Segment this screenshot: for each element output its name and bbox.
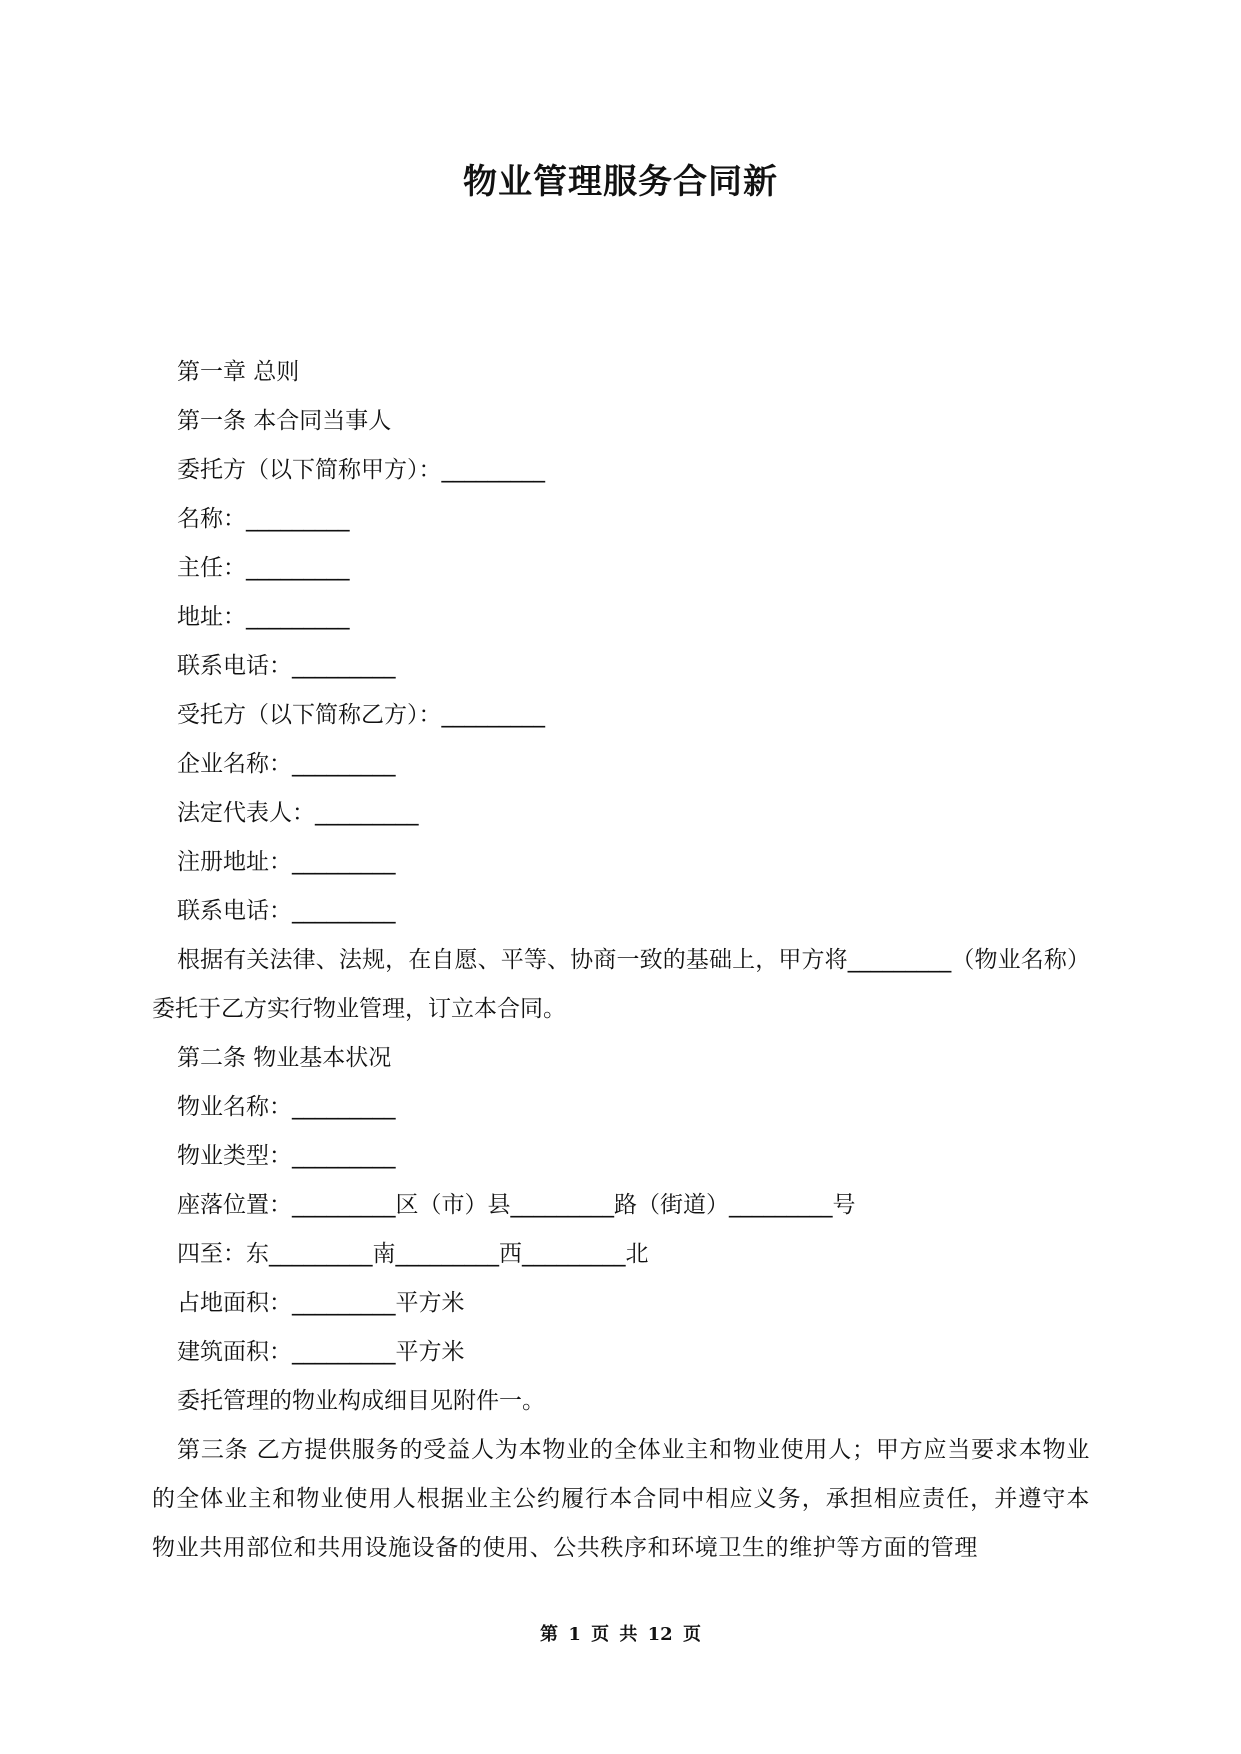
party-a-director-line: 主任：_________ [177, 555, 350, 581]
property-type-line: 物业类型：_________ [177, 1143, 396, 1169]
attachment-note-line: 委托管理的物业构成细目见附件一。 [177, 1388, 545, 1414]
party-a-line: 委托方（以下简称甲方）：_________ [177, 457, 545, 483]
document-title: 物业管理服务合同新 [463, 162, 778, 202]
land-area-line: 占地面积：_________平方米 [177, 1290, 465, 1316]
party-a-phone-line: 联系电话：_________ [177, 653, 396, 679]
party-b-line: 受托方（以下简称乙方）：_________ [177, 702, 545, 728]
party-b-company-line: 企业名称：_________ [177, 751, 396, 777]
page-number: 第 1 页 共 12 页 [540, 1624, 701, 1645]
article-three-paragraph: 第三条 乙方提供服务的受益人为本物业的全体业主和物业使用人；甲方应当要求本物业的全体业主和物业使用人根据业主公约履行本合同中相应义务，承担相应责任，并遵守本物业共用部位和共用设施设备的使用、公共秩序和环境卫生的维护等方面的管理 [152, 1437, 1090, 1561]
building-area-line: 建筑面积：_________平方米 [177, 1339, 465, 1365]
property-boundaries-line: 四至：东_________南_________西_________北 [177, 1241, 649, 1267]
document-body [152, 348, 1090, 1573]
party-b-address-line: 注册地址：_________ [177, 849, 396, 875]
agreement-paragraph: 根据有关法律、法规，在自愿、平等、协商一致的基础上，甲方将_________（物业名称）委托于乙方实行物业管理，订立本合同。 [152, 947, 1090, 1022]
article-heading: 第一条 本合同当事人 [177, 408, 392, 434]
party-a-name-line: 名称：_________ [177, 506, 350, 532]
party-a-address-line: 地址：_________ [177, 604, 350, 630]
party-b-phone-line: 联系电话：_________ [177, 898, 396, 924]
chapter-heading: 第一章 总则 [177, 359, 300, 385]
property-location-line: 座落位置：_________区（市）县_________路（街道）_________号 [177, 1192, 856, 1218]
party-b-representative-line: 法定代表人：_________ [177, 800, 419, 826]
article-heading: 第二条 物业基本状况 [177, 1045, 392, 1071]
property-name-line: 物业名称：_________ [177, 1094, 396, 1120]
